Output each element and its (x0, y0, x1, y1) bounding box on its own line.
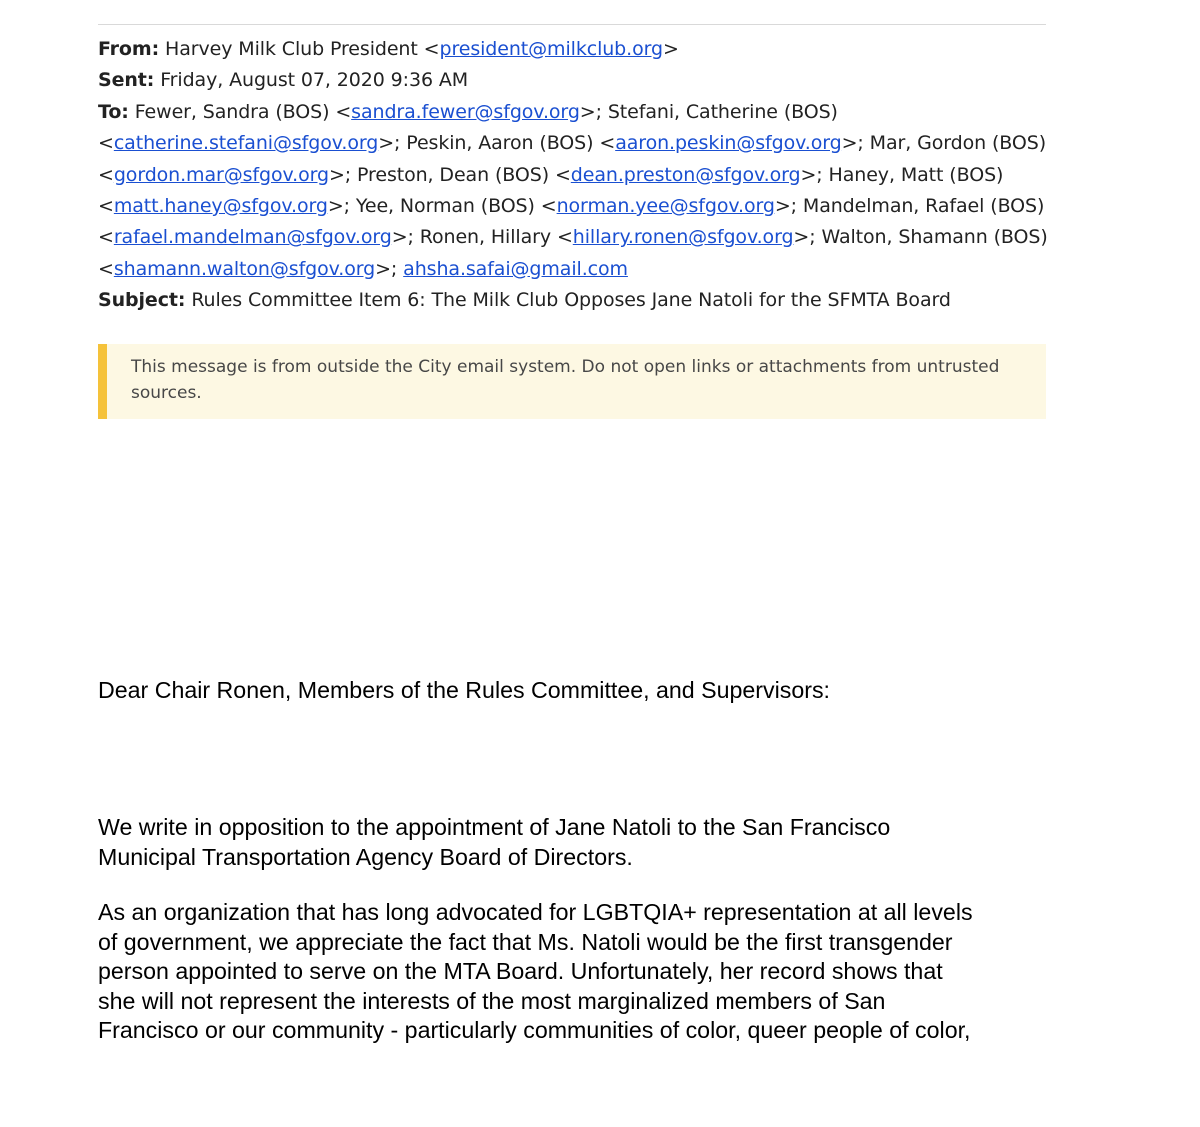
recipient-email-link[interactable]: norman.yee@sfgov.org (556, 195, 775, 218)
recipient-name: Mandelman, Rafael (BOS) (802, 195, 1045, 218)
sent-label: Sent: (98, 69, 155, 92)
greeting: Dear Chair Ronen, Members of the Rules Committee, and Supervisors: (98, 677, 831, 703)
recipient-email-link[interactable]: aaron.peskin@sfgov.org (615, 132, 842, 155)
sent-row (98, 65, 1048, 96)
recipient-name: Walton, Shamann (BOS) (821, 226, 1048, 249)
to-line-3: <gordon.mar@sfgov.org>; Preston, Dean (BOS) <dean.preston@sfgov.org>; Haney, Matt (BOS) (98, 163, 1004, 186)
recipient-email-link[interactable]: shamann.walton@sfgov.org (113, 257, 376, 280)
recipient-name: Fewer, Sandra (BOS) (134, 100, 330, 123)
recipient-name: Ronen, Hillary (419, 226, 551, 249)
paragraph-line: We write in opposition to the appointment of Jane Natoli to the San Francisco (98, 814, 891, 840)
header-divider (98, 24, 1046, 25)
subject-label: Subject: (98, 289, 186, 312)
recipient-email-link[interactable]: catherine.stefani@sfgov.org (113, 132, 379, 155)
paragraph-line: of government, we appreciate the fact that Ms. Natoli would be the first transgender (98, 928, 953, 955)
to-row (98, 97, 1048, 285)
recipient-name: Stefani, Catherine (BOS) (607, 100, 838, 123)
paragraph-line: Francisco or our community - particularly communities of color, queer people of color, (98, 1017, 971, 1043)
from-email-link[interactable]: president@milkclub.org (439, 38, 663, 60)
from-label: From: (98, 38, 160, 60)
paragraph-1 (98, 813, 1058, 872)
paragraph-line: person appointed to serve on the MTA Board. Unfortunately, her record shows that (98, 958, 943, 984)
to-line-1: To: Fewer, Sandra (BOS) <sandra.fewer@sfgov.org>; Stefani, Catherine (BOS) (98, 100, 838, 123)
subject-row (98, 285, 1048, 316)
subject-value: Rules Committee Item 6: The Milk Club Opposes Jane Natoli for the SFMTA Board (191, 289, 951, 312)
extra-recipient-email-link[interactable]: ahsha.safai@gmail.com (403, 257, 628, 280)
paragraph-line: she will not represent the interests of the most marginalized members of San (98, 987, 886, 1014)
from-row: From: Harvey Milk Club President <president@milkclub.org> (98, 38, 679, 60)
external-sender-warning-banner (98, 344, 1046, 419)
from-name: Harvey Milk Club President (165, 38, 418, 60)
recipient-name: Yee, Norman (BOS) (355, 195, 535, 218)
recipient-name: Preston, Dean (BOS) (357, 163, 550, 186)
recipient-email-link[interactable]: gordon.mar@sfgov.org (113, 163, 329, 186)
email-header (98, 34, 1048, 317)
recipient-name: Haney, Matt (BOS) (828, 163, 1004, 186)
paragraph-line: Municipal Transportation Agency Board of Directors. (98, 843, 633, 870)
recipient-email-link[interactable]: dean.preston@sfgov.org (570, 163, 801, 186)
to-label: To: (98, 100, 129, 123)
to-line-2: <catherine.stefani@sfgov.org>; Peskin, Aaron (BOS) <aaron.peskin@sfgov.org>; Mar, Gordon (BOS) (98, 132, 1047, 155)
paragraph-2 (98, 898, 1058, 1046)
to-line-6: <shamann.walton@sfgov.org>; ahsha.safai@gmail.com (98, 257, 628, 280)
recipient-email-link[interactable]: rafael.mandelman@sfgov.org (113, 226, 392, 249)
recipient-name: Peskin, Aaron (BOS) (406, 132, 594, 155)
to-line-5: <rafael.mandelman@sfgov.org>; Ronen, Hillary <hillary.ronen@sfgov.org>; Walton, Shamann (BOS) (98, 226, 1048, 249)
warning-text: This message is from outside the City email system. Do not open links or attachments from untrusted sources. (131, 357, 1000, 403)
paragraph-line: As an organization that has long advocated for LGBTQIA+ representation at all levels (98, 899, 973, 925)
recipient-email-link[interactable]: matt.haney@sfgov.org (113, 195, 328, 218)
sent-value: Friday, August 07, 2020 9:36 AM (160, 69, 469, 92)
to-line-4: <matt.haney@sfgov.org>; Yee, Norman (BOS) <norman.yee@sfgov.org>; Mandelman, Rafael (BOS) (98, 195, 1045, 218)
recipient-email-link[interactable]: hillary.ronen@sfgov.org (572, 226, 794, 249)
recipient-name: Mar, Gordon (BOS) (869, 132, 1047, 155)
recipient-email-link[interactable]: sandra.fewer@sfgov.org (351, 100, 580, 123)
